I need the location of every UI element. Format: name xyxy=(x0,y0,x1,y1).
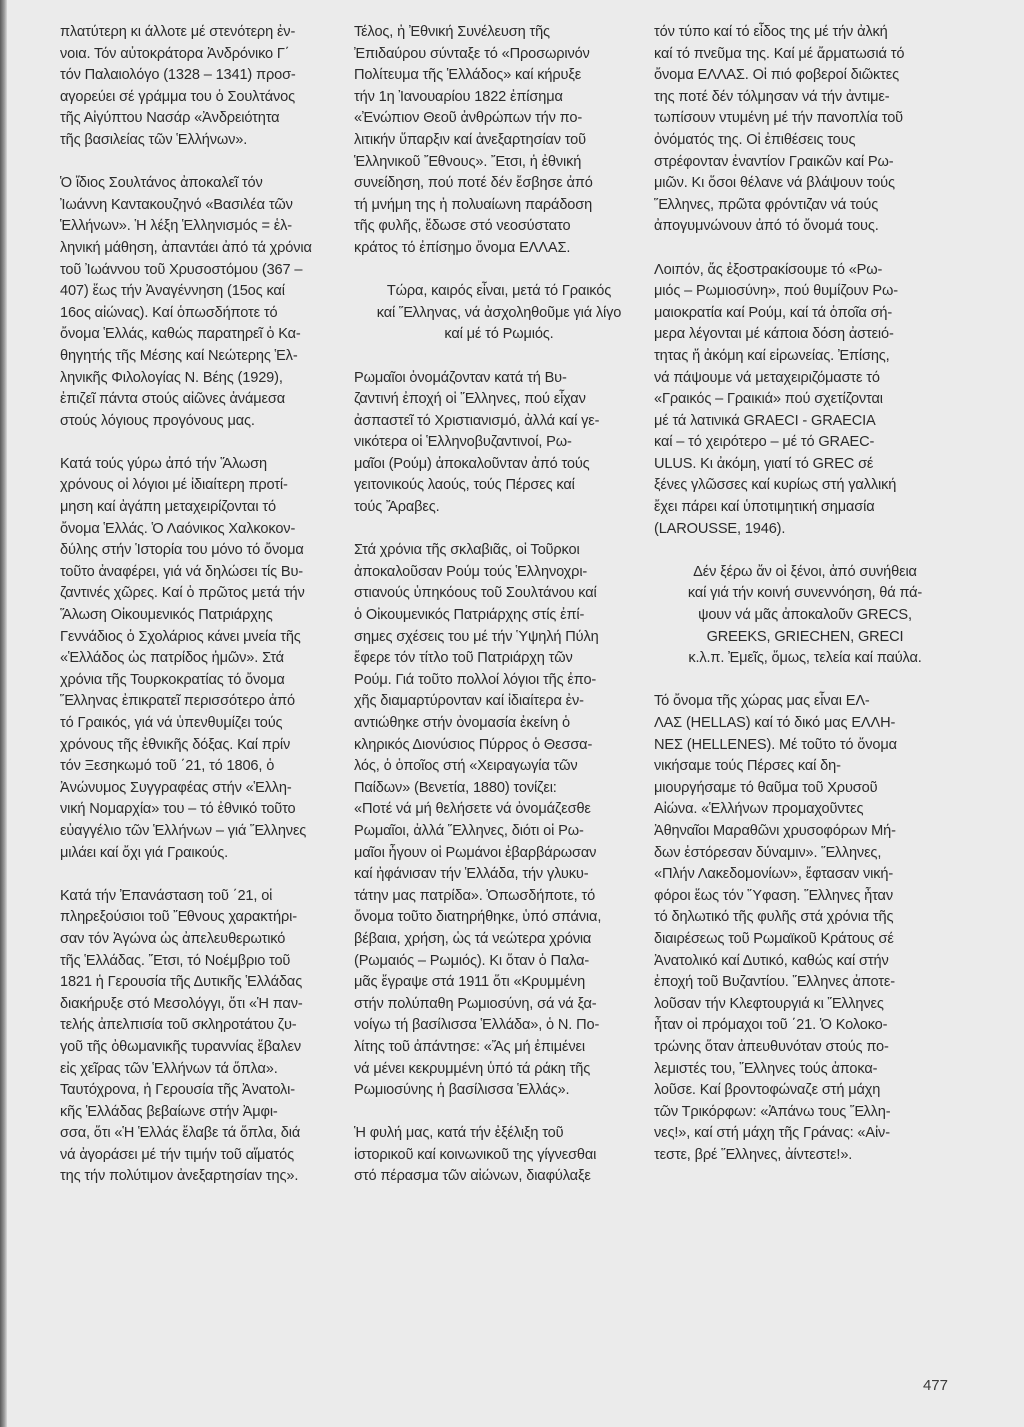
text-line: νοίγω τή βασίλισσα Ἑλλάδα», ὁ Ν. Πο- xyxy=(354,1017,600,1034)
text-line: ἀποκαλοῦσαν Ρούμ τούς Ἑλληνοχρι- xyxy=(354,563,588,580)
text-line: Γεννάδιος ὁ Σχολάριος κάνει μνεία τῆς xyxy=(60,628,301,645)
text-line: τοῦτο ἀναφέρει, γιά νά δηλώσει τίς Βυ- xyxy=(60,563,303,580)
text-line: Κατά τούς γύρω ἀπό τήν Ἅλωση xyxy=(60,455,267,472)
text-line: τελής ἀπελπισία τοῦ σκληροτάτου ζυ- xyxy=(60,1017,297,1034)
text-line: διακήρυξε στό Μεσολόγγι, ὅτι «Ἡ παν- xyxy=(60,995,303,1012)
text-line: Ταυτόχρονα, ἡ Γερουσία τῆς Ἀνατολι- xyxy=(60,1082,295,1099)
text-line: αντιώθηκε στήν ὀνομασία ἐκείνη ὁ xyxy=(354,715,570,731)
text-line: φόροι ἕως τόν Ὕφαση. Ἕλληνες ἦταν xyxy=(654,887,893,904)
text-line: (Ρωμαιός – Ρωμιός). Κι ὅταν ὁ Παλα- xyxy=(354,952,590,969)
text-line: ζαντινή ἐποχή οἱ Ἕλληνες, πού εἶχαν xyxy=(354,391,586,408)
paragraph xyxy=(654,22,956,238)
text-line: συνείδηση, πού ποτέ δέν ἔσβησε ἀπό xyxy=(354,175,593,192)
text-line: (LAROUSSE, 1946). xyxy=(654,520,786,537)
paragraph xyxy=(354,1123,644,1188)
text-line: Παίδων» (Βενετία, 1880) τονίζει: xyxy=(354,779,557,796)
text-line: βέβαια, χρήση, ὡς τά νεώτερα χρόνια xyxy=(354,930,592,947)
text-line: νικήσαμε τούς Πέρσες καί δη- xyxy=(654,758,841,775)
text-line: δύλης στήν Ἱστορία του μόνο τό ὄνομα xyxy=(60,542,304,559)
text-line: Στά χρόνια τῆς σκλαβιᾶς, οἱ Τοῦρκοι xyxy=(354,542,580,559)
text-line: καί – τό χειρότερο – μέ τό GRAEC- xyxy=(654,434,875,451)
text-line: Αἰώνα. «Ἑλλήνων προμαχοῦντες xyxy=(654,801,864,818)
text-line: κράτος τό ἐπίσημο ὄνομα ΕΛΛΑΣ. xyxy=(354,239,571,256)
text-line: λεμιστές του, Ἕλληνες τούς ἀποκα- xyxy=(654,1060,878,1077)
paragraph xyxy=(60,454,346,864)
text-line: ἀπογυμνώνουν ἀπό τό ὄνομά τους. xyxy=(654,218,879,235)
paragraph xyxy=(354,540,644,1101)
text-line: τεστε, βρέ Ἕλληνες, ἀίντεστε!». xyxy=(654,1146,853,1163)
text-line: Ἕλληνες, πρῶτα φρόντιζαν νά τούς xyxy=(654,196,879,213)
text-line: «Πλήν Λακεδομονίων», ἔφτασαν νική- xyxy=(654,866,894,883)
text-line: ὁ Οἰκουμενικός Πατριάρχης στίς ἐπί- xyxy=(354,607,585,624)
text-line: δων ἐστόρεσαν δύναμιν». Ἕλληνες, xyxy=(654,844,882,861)
text-line: τῆς φυλῆς, ἔδωσε στό νεοσύστατο xyxy=(354,218,571,235)
text-line: μᾶς ἔγραψε στά 1911 ὅτι «Κρυμμένη xyxy=(354,974,586,991)
text-line: «Γραικός – Γραικιά» πού σχετίζονται xyxy=(654,391,883,408)
paragraph xyxy=(60,173,346,432)
text-line: τούς Ἄραβες. xyxy=(354,499,440,516)
text-line: ληνικῆς Φιλολογίας Ν. Βέης (1929), xyxy=(60,369,283,386)
text-line: στό πέρασμα τῶν αἰώνων, διαφύλαξε xyxy=(354,1168,591,1185)
text-line: μηση καί ἀγάπη μεταχειρίζονται τό xyxy=(60,499,276,516)
text-column-1 xyxy=(60,22,346,1210)
text-line: μιῶν. Κι ὅσοι θέλανε νά βλάψουν τούς xyxy=(654,175,895,192)
text-line: νά ἀγοράσει μέ τήν τιμήν τοῦ αἵματός xyxy=(60,1146,295,1163)
text-line: Ἀνώνυμος Συγγραφέας στήν «Ἑλλη- xyxy=(60,779,292,796)
text-line: ἔφερε τόν τίτλο τοῦ Πατριάρχη τῶν xyxy=(354,650,573,667)
text-line: ἱστορικοῦ καί κοινωνικοῦ της γίγνεσθαι xyxy=(354,1146,597,1163)
text-line: τό Γραικός, γιά νά ὑπενθυμίζει τούς xyxy=(60,715,283,731)
text-line: χρόνους τῆς ἐθνικῆς δόξας. Καί πρίν xyxy=(60,736,291,753)
text-line: μαιοκρατία καί Ρούμ, καί τά ὁποῖα σή- xyxy=(654,304,893,321)
text-line: ἀσπαστεῖ τό Χριστιανισμό, ἀλλά καί γε- xyxy=(354,412,600,429)
text-line: Ἑλλήνων». Ἡ λέξη Ἑλληνισμός = ἑλ- xyxy=(60,218,292,235)
text-line: Ρούμ. Γιά τοῦτο πολλοί λόγιοι τῆς ἐπο- xyxy=(354,671,597,688)
text-line: μιλάει καί ὄχι γιά Γραικούς. xyxy=(60,844,229,861)
text-line: Ἑλληνικοῦ Ἔθνους». Ἔτσι, ἡ ἐθνική xyxy=(354,153,582,170)
text-line: νικότερα οἱ Ἑλληνοβυζαντινοί, Ρω- xyxy=(354,434,572,451)
text-line: τῶν Τρικόρφων: «Ἀπάνω τους Ἕλλη- xyxy=(654,1103,891,1120)
text-line: ἐποχή τοῦ Βυζαντίου. Ἕλληνες ἀποτε- xyxy=(654,974,895,991)
text-column-2 xyxy=(354,22,644,1210)
text-line: λοῦσε. Καί βροντοφώναζε στή μάχη xyxy=(654,1082,881,1099)
text-line: ἐπιζεῖ πάντα στούς αἰῶνες ἀνάμεσα xyxy=(60,391,285,408)
text-line: κῆς Ἑλλάδας βεβαίωνε στήν Ἀμφι- xyxy=(60,1103,278,1120)
text-line: τόν τύπο καί τό εἶδος της μέ τήν ἀλκή xyxy=(654,24,888,40)
text-line: «Ἑλλάδος ὡς πατρίδος ἡμῶν». Στά xyxy=(60,650,284,667)
text-line: καί μέ τό Ρωμιός. xyxy=(444,326,554,343)
text-line: πλατύτερη κι άλλοτε μέ στενότερη ἐν- xyxy=(60,24,296,40)
text-line: τήν 1η Ἰανουαρίου 1822 ἐπίσημα xyxy=(354,88,563,105)
text-line: μέ τά λατινικά GRAECI - GRAECIA xyxy=(654,412,876,429)
text-line: ἔχει πάρει καί ὑποτιμητική σημασία xyxy=(654,499,875,516)
text-line: ὄνομα ΕΛΛΑΣ. Οἱ πιό φοβεροί διῶκτες xyxy=(654,67,899,84)
text-line: Ρωμαῖοι, ἀλλά Ἕλληνες, διότι οἱ Ρω- xyxy=(354,822,584,839)
text-line: μαῖοι ἦγουν οἱ Ρωμάνοι ἐβαρβάρωσαν xyxy=(354,844,597,861)
text-column-3 xyxy=(654,22,956,1188)
text-line: τό δηλωτικό τῆς φυλῆς στά χρόνια τῆς xyxy=(654,909,894,926)
text-line: «Ποτέ νά μή θελήσετε νά ὀνομάζεσθε xyxy=(354,801,591,818)
text-line: στούς λόγιους προγόνους μας. xyxy=(60,412,255,429)
text-line: γοῦ τῆς ὀθωμανικῆς τυραννίας ἔβαλεν xyxy=(60,1038,301,1055)
text-line: ὄνομα Ἑλλάς, καθώς παρατηρεῖ ὁ Κα- xyxy=(60,326,301,343)
text-line: νά πάψουμε νά μεταχειριζόμαστε τό xyxy=(654,369,880,386)
text-line: νοια. Τόν αὐτοκράτορα Ἀνδρόνικο Γ΄ xyxy=(60,45,290,62)
text-line: τῆς βασιλείας τῶν Ἑλλήνων». xyxy=(60,131,248,148)
text-line: ψουν νά μᾶς ἀποκαλοῦν GRECS, xyxy=(698,607,912,624)
text-line: Ρωμιοσύνης ἡ βασίλισσα Ἑλλάς». xyxy=(354,1082,570,1099)
paragraph xyxy=(60,22,346,152)
text-line: μιουργήσαμε τό θαῦμα τοῦ Χρυσοῦ xyxy=(654,779,878,796)
text-line: εἰς χεῖρας τῶν Ἑλλήνων τά ὅπλα». xyxy=(60,1060,278,1077)
text-line: τόν Παλαιολόγο (1328 – 1341) προσ- xyxy=(60,67,296,84)
text-line: σημες σχέσεις του μέ τήν Ὑψηλή Πύλη xyxy=(354,628,599,645)
text-line: τῆς Αἰγύπτου Νασάρ «Ἀνδρειότητα xyxy=(60,110,280,127)
text-line: τή μνήμη της ἡ πολυαίωνη παράδοση xyxy=(354,196,593,213)
text-line: Τό ὄνομα τῆς χώρας μας εἶναι ΕΛ- xyxy=(654,693,870,710)
text-line: Τώρα, καιρός εἶναι, μετά τό Γραικός xyxy=(386,283,612,300)
text-line: αγορεύει σέ γράμμα του ὁ Σουλτάνος xyxy=(60,88,295,105)
text-line: Ρωμαῖοι ὀνομάζονταν κατά τή Βυ- xyxy=(354,369,567,386)
text-line: ζαντινές χῶρες. Καί ὁ πρῶτος μετά τήν xyxy=(60,585,305,602)
text-line: ἦταν οἱ πρόμαχοι τοῦ ΄21. Ὁ Κολοκο- xyxy=(654,1017,888,1034)
text-line: εὐαγγέλιο τῶν Ἑλλήνων – γιά Ἕλληνες xyxy=(60,822,307,839)
text-line: Ἀθηναῖοι Μαραθῶνι χρυσοφόρων Μή- xyxy=(654,822,896,839)
paragraph xyxy=(354,22,644,260)
text-line: χρόνια τῆς Τουρκοκρατίας τό ὄνομα xyxy=(60,671,285,688)
text-line: θηγητής τῆς Μέσης καί Νεώτερης Ἑλ- xyxy=(60,347,298,364)
text-line: στιανούς ὑπηκόους τοῦ Σουλτάνου καί xyxy=(354,585,597,602)
text-line: νά μένει κεκρυμμένη ὑπό τά ράκη τῆς xyxy=(354,1060,591,1077)
text-line: κληρικός Διονύσιος Πύρρος ὁ Θεσσα- xyxy=(354,736,593,753)
text-line: πληρεξούσιοι τοῦ Ἔθνους χαρακτήρι- xyxy=(60,909,297,926)
text-line: νες!», καί στή μάχη τῆς Γράνας: «Αἰν- xyxy=(654,1125,890,1142)
paragraph xyxy=(354,281,644,346)
text-line: ὄνομα τοῦτο διατηρήθηκε, ὑπό σπάνια, xyxy=(354,909,602,926)
text-line: Ἡ φυλή μας, κατά τήν ἐξέλιξη τοῦ xyxy=(354,1125,564,1142)
text-line: γειτονικούς λαούς, τούς Πέρσες καί xyxy=(354,477,575,494)
text-line: καί τό πνεῦμα της. Καί μέ ἄρματωσιά τό xyxy=(654,45,905,62)
text-line: διαιρέσεως τοῦ Ρωμαϊκοῦ Κράτους σέ xyxy=(654,930,894,947)
text-line: καί γιά τήν κοινή συνεννόηση, θά πά- xyxy=(687,585,923,602)
text-line: 16ος αἰώνας). Καί ὁπωσδήποτε τό xyxy=(60,304,278,321)
text-line: της τήν πολύτιμον ἀνεξαρτησίαν της». xyxy=(60,1168,299,1185)
text-line: Ἀνατολικό καί Δυτικό, καθώς καί στήν xyxy=(654,952,889,969)
text-line: ΝΕΣ (HELLENES). Μέ τοῦτο τό ὄνομα xyxy=(654,736,897,753)
text-line: 1821 ἡ Γερουσία τῆς Δυτικῆς Ἑλλάδας xyxy=(60,974,303,991)
text-line: τάτην μας πατρίδα». Ὁπωσδήποτε, τό xyxy=(354,887,596,904)
text-line: Ἕλληνας ἐπικρατεῖ περισσότερο ἀπό xyxy=(60,693,295,710)
text-line: Ὁ ἴδιος Σουλτάνος ἀποκαλεῖ τόν xyxy=(60,175,263,192)
text-line: τοῦ Ἰωάννου τοῦ Χρυσοστόμου (367 – xyxy=(60,261,303,278)
text-line: τόν Ξεσηκωμό τοῦ ΄21, τό 1806, ὁ xyxy=(60,758,275,775)
text-line: λίτης τοῦ ἀπάντησε: «Ἄς μή ἐπιμένει xyxy=(354,1038,585,1055)
page-number: 477 xyxy=(922,1377,948,1394)
text-line: GREEKS, GRIECHEN, GRECI xyxy=(706,628,904,645)
text-line: μιός – Ρωμιοσύνη», πού θυμίζουν Ρω- xyxy=(654,283,898,300)
page-binding-edge xyxy=(0,0,7,1427)
text-line: ULUS. Κι ἀκόμη, γιατί τό GREC σέ xyxy=(654,455,874,472)
text-line: στρέφονταν ἐναντίον Γραικῶν καί Ρω- xyxy=(654,153,894,170)
text-line: Ἅλωση Οἰκουμενικός Πατριάρχης xyxy=(60,607,273,624)
paragraph xyxy=(654,562,956,670)
paragraph xyxy=(654,691,956,1166)
paragraph xyxy=(60,886,346,1188)
text-line: «Ἐνώπιον Θεοῦ ἀνθρώπων τήν πο- xyxy=(354,110,583,127)
text-line: λοῦσαν τήν Κλεφτουργιά κι Ἕλληνες xyxy=(654,995,884,1012)
text-line: καί Ἕλληνας, νά ἀσχοληθοῦμε γιά λίγο xyxy=(376,304,622,321)
text-line: ὀνόματός της. Οἱ ἐπιθέσεις τους xyxy=(654,131,856,148)
text-line: τωπίσουν ντυμένη μέ τήν πανοπλία τοῦ xyxy=(654,110,903,127)
text-line: νική Νομαρχία» του – τό ἐθνικό τοῦτο xyxy=(60,801,296,818)
text-line: Δέν ξέρω ἄν οἱ ξένοι, ἀπό συνήθεια xyxy=(693,563,917,580)
text-line: Τέλος, ἡ Ἐθνική Συνέλευση τῆς xyxy=(354,24,550,40)
text-line: ΛΑΣ (HELLAS) καί τό δικό μας ΕΛΛΗ- xyxy=(654,715,896,731)
text-line: στήν πολύπαθη Ρωμιοσύνη, σά νά ξα- xyxy=(354,995,597,1012)
text-line: μερα λέγονται μέ κάποια δόση ἀστειό- xyxy=(654,326,894,343)
text-line: τῆς Ἑλλάδας. Ἔτσι, τό Νοέμβριο τοῦ xyxy=(60,952,291,969)
text-line: τρώνης ὅταν ἀπευθυνόταν στούς πο- xyxy=(654,1038,889,1055)
text-line: ληνική μάθηση, ἀπαντάει ἀπό τά χρόνια xyxy=(60,239,312,256)
text-line: ὄνομα Ἑλλάς. Ὁ Λαόνικος Χαλκοκον- xyxy=(60,520,296,537)
text-line: καί ἠφάνισαν τήν Ἑλλάδα, τήν γλυκυ- xyxy=(354,866,589,883)
text-line: χῆς διαμαρτύρονταν καί ἰδιαίτερα ἐν- xyxy=(354,693,584,710)
text-line: της ποτέ δέν τόλμησαν νά τήν ἀντιμε- xyxy=(654,88,890,105)
text-line: Λοιπόν, ἄς ἐξοστρακίσουμε τό «Ρω- xyxy=(654,261,883,278)
text-line: Ἐπιδαύρου σύνταξε τό «Προσωρινόν xyxy=(354,45,590,62)
text-line: μαῖοι (Ρούμ) ἀποκαλοῦνταν ἀπό τούς xyxy=(354,455,590,472)
text-line: χρόνους οἱ λόγιοι μέ ἰδιαίτερη προτί- xyxy=(60,477,288,494)
text-line: λιτικήν ὕπαρξιν καί ἀνεξαρτησίαν τοῦ xyxy=(354,131,586,148)
paragraph xyxy=(654,260,956,541)
paragraph xyxy=(354,368,644,519)
text-line: τητας ἤ ἀκόμη καί εἰρωνείας. Ἐπίσης, xyxy=(654,347,890,364)
text-line: Πολίτευμα τῆς Ἑλλάδος» καί κήρυξε xyxy=(354,67,582,84)
text-line: 407) ἕως τήν Ἀναγέννηση (15ος καί xyxy=(60,283,285,300)
text-line: Κατά τήν Ἐπανάσταση τοῦ ΄21, οἱ xyxy=(60,887,273,904)
text-line: σαν τόν Ἀγώνα ὡς ἀπελευθερωτικό xyxy=(60,930,286,947)
text-line: κ.λ.π. Ἐμεῖς, ὅμως, τελεία καί παύλα. xyxy=(688,650,922,667)
text-line: Ἰωάννη Καντακουζηνό «Βασιλέα τῶν xyxy=(60,196,293,213)
text-line: λός, ὁ ὁποῖος στή «Χειραγωγία τῶν xyxy=(354,758,578,775)
text-line: σσα, ὅτι «Ἡ Ἑλλάς ἔλαβε τά ὅπλα, διά xyxy=(60,1125,301,1142)
text-line: ξένες γλῶσσες καί κυρίως στή γαλλική xyxy=(654,477,897,494)
